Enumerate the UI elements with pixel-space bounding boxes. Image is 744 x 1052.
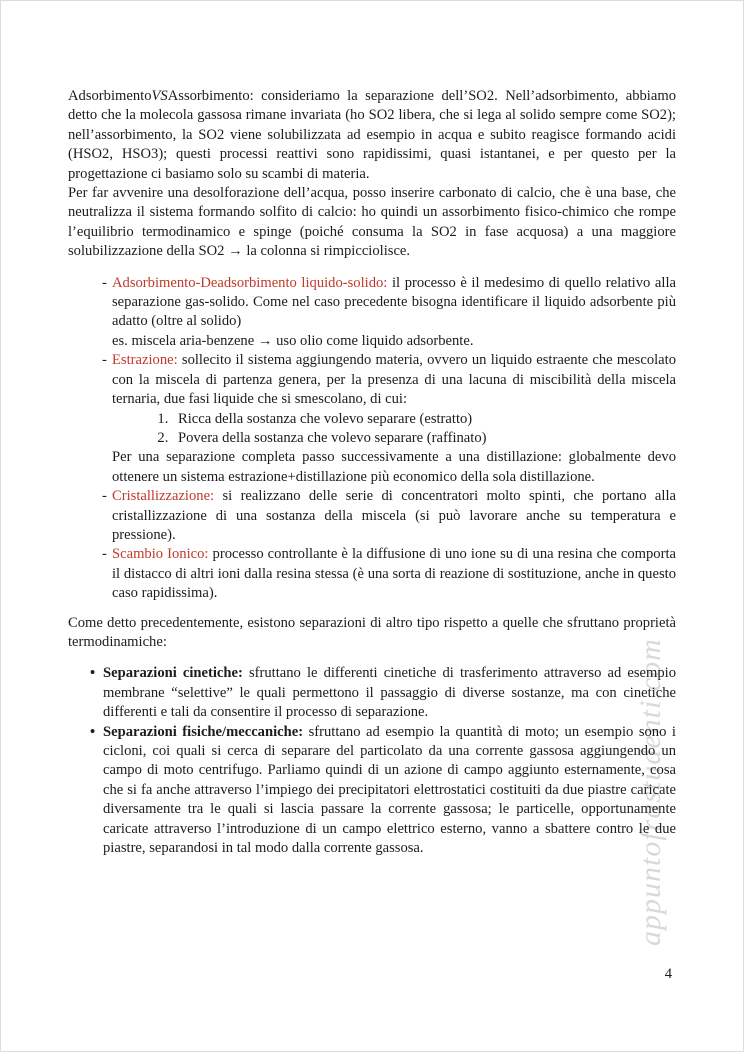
item-continuation: Per una separazione completa passo successivamente a una distillazione: globalmente devo ottenere un sistema estrazione+distillazione più economico della sola distillazione. xyxy=(112,449,676,485)
item-text: il processo è il medesimo di quello relativo alla separazione gas-solido. Come nel caso precedente bisogna identificare il liquido adsorbente più adatto (oltre al solido) xyxy=(112,274,676,330)
list-item-scambio-ionico xyxy=(68,545,676,603)
list-item-separazioni-fisiche-meccaniche xyxy=(68,723,676,859)
numbered-item-estratto: 1. Ricca della sostanza che volevo separare (estratto) xyxy=(172,410,676,429)
list-item-cristallizzazione xyxy=(68,487,676,545)
term-adsorbimento: Adsorbimento xyxy=(68,88,152,104)
list-item-estrazione xyxy=(68,351,676,487)
term-assorbimento: Assorbimento: xyxy=(167,88,254,104)
list-item-separazioni-cinetiche xyxy=(68,664,676,722)
paragraph-desolforazione: Per far avvenire una desolforazione dell’acqua, posso inserire carbonato di calcio, che è una base, che neutralizza il sistema formando solfito di calcio: ho quindi un assorbimento fisico-chimico che rompe l’equilibrio termodinamico e spinge (poiché consuma la SO2 in fase acquosa) a una maggiore solubilizzazione della SO2 → la colonna si rimpicciolisce. xyxy=(68,185,676,260)
item-text: si realizzano delle serie di concentratori molto spinti, che portano alla cristallizzazione di una sostanza della miscela (si può lavorare anche su temperatura e pressione). xyxy=(112,488,676,543)
paragraph-altre-separazioni: Come detto precedentemente, esistono separazioni di altro tipo rispetto a quelle che sfruttano proprietà termodinamiche: xyxy=(68,614,676,650)
list-item-adsorbimento-deadsorbimento xyxy=(68,274,676,352)
vs-label: VS xyxy=(151,88,168,104)
paragraph-body: consideriamo la separazione dell’SO2. Nell’adsorbimento, abbiamo detto che la molecola gassosa rimane invariata (ho SO2 libera, che si lega al solido sempre come SO2); nell’assorbimento, la SO2 viene solubilizzata ad esempio in acqua e subito reagisce formando acidi (HSO2, HSO3); questi processi reattivi sono rapidissimi, quasi istantanei, e per questo per la progettazione ci basiamo solo su scambi di materia. xyxy=(68,88,676,182)
item-label: Adsorbimento-Deadsorbimento liquido-solido: xyxy=(112,274,388,291)
paragraph-adsorbimento-vs-assorbimento xyxy=(68,87,676,184)
item-label: Cristallizzazione: xyxy=(112,488,215,505)
page-number: 4 xyxy=(664,966,672,982)
separation-processes-list xyxy=(68,274,676,604)
item-text: processo controllante è la diffusione di uno ione su di una resina che comporta il distacco di altri ioni dalla resina stessa (è una sorta di reazione di sostituzione, anche in questo caso rapidissima). xyxy=(112,546,676,602)
item-example: es. miscela aria-benzene → uso olio come liquido adsorbente. xyxy=(112,332,474,349)
extraction-phases-list xyxy=(112,410,676,449)
item-label: Separazioni cinetiche: xyxy=(103,665,243,682)
item-text: sfruttano ad esempio la quantità di moto; un esempio sono i cicloni, coi quali si cerca di separare del particolato da una corrente gassosa aggiungendo un campo di moto centrifugo. Parliamo quindi di un azione di campo aggiunto esternamente, cosa che si fa anche attraverso l’impiego dei precipitatori elettrostatici costituiti da due piastre caricate diversamente tra le quali si lascia passare la corrente gassosa; le particelle, opportunamente caricate attraverso l’introduzione di un campo elettrico esterno, vanno a sbattere contro le due piastre, separandosi in tal modo dalla corrente gassosa. xyxy=(103,723,676,857)
item-label: Separazioni fisiche/meccaniche: xyxy=(103,723,304,740)
item-label: Scambio Ionico: xyxy=(112,546,209,563)
item-text: sollecito il sistema aggiungendo materia, ovvero un liquido estraente che mescolato con la miscela di partenza genera, per la presenza di una lacuna di miscibilità della miscela ternaria, due fasi liquide che si smescolano, di cui: xyxy=(112,352,676,408)
other-separations-list xyxy=(68,664,676,858)
watermark-text: appuntofrastudenti.com xyxy=(634,638,667,946)
item-text: sfruttano le differenti cinetiche di trasferimento attraverso ad esempio membrane “selettive” le quali permettono il passaggio di diverse sostanze, ma con cinetiche differenti e tali da consentire il processo di separazione. xyxy=(103,665,676,721)
item-label: Estrazione: xyxy=(112,352,178,369)
numbered-item-raffinato: 2. Povera della sostanza che volevo separare (raffinato) xyxy=(172,429,676,448)
